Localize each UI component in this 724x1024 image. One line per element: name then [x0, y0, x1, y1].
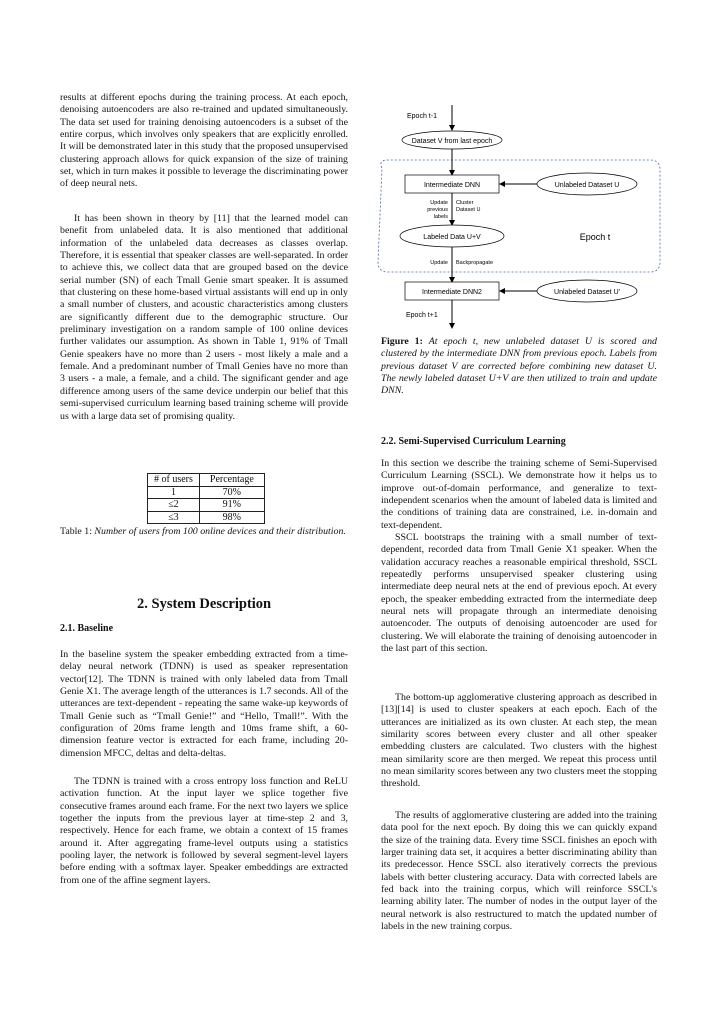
section-title: 2. System Description	[137, 596, 272, 612]
node-label: Unlabeled Dataset U	[554, 182, 620, 189]
caption-label: Figure 1:	[381, 336, 423, 347]
figure-1-diagram	[370, 90, 670, 330]
paragraph-text: It has been shown in theory by [11] that the learned model can benefit from unlabeled data. It is also mentioned that additional information of the unlabeled data decreases as classes overlap. Therefore, it is essential that speaker classes are well-separated. In order to achieve this, we collect data that are grouped based on the device serial number (SN) of each Tmall Genie smart speaker. It is assumed that clustering on these home-based virtual assistants will end up in only a small number of clusters, and acoustic characteristics among clusters are significantly different due to the demographic structure. Our preliminary investigation on a random sample of 100 online devices further validates our assumption. As shown in Table 1, 91% of Tmall Genie speakers have no more than 2 users - most likely a male and a female. And a predominant number of Tmall Genies have no more than 3 users - a male, a female, and a child. The significant gender and age difference among users of the same device underpin our belief that this semi-supervised curriculum learning based training scheme will provide us with a large data set of promising quality.	[60, 213, 348, 422]
paragraph-text: results at different epochs during the training process. At each epoch, denoising autoencoders are also re-trained and updated simultaneously. The data set used for training denoising autoencoders is a subset of the entire corpus, which involves only speakers that are explicitly enrolled. It will be demonstrated later in this study that the proposed unsupervised clustering approach allows for quick expansion of the size of training set, which in turn makes it possible to leverage the discriminating power of deep neural nets.	[60, 92, 348, 190]
epoch-next-label: Epoch t+1	[406, 312, 438, 319]
paragraph-text: The TDNN is trained with a cross entropy loss function and ReLU activation function. At the input layer we splice together five consecutive frames around each frame. For the next two layers we splice together the inputs from the previous layer at time-step 2 and 3, respectively. Hence for each frame, we obtain a context of 15 frames around it. After aggregating frame-level outputs using a statistics pooling layer, the network is followed by several segment-level layers before ending with a softmax layer. Speaker embeddings are extracted from one of the affine segment layers.	[60, 776, 348, 886]
table-header: Percentage	[199, 474, 264, 487]
node-label: Intermediate DNN	[423, 182, 481, 189]
table-cell: 98%	[199, 511, 264, 524]
users-table	[147, 473, 265, 524]
left-paragraph-3	[60, 649, 348, 760]
right-paragraph-4	[381, 810, 657, 933]
node-label: Labeled Data U+V	[423, 234, 481, 241]
paragraph-text: The results of agglomerative clustering are added into the training data pool for the next epoch. By doing this we can quickly expand the size of the training data. Every time SSCL finishes an epoch with larger training data set, it acquires a better discriminating ability than its predecessor. Hence SSCL also iteratively corrects the previous labels with better clustering accuracy. Data with corrected labels are fed back into the training corpus, which will reinforce SSCL's learning ability later. The number of nodes in the output layer of the neural network is also restructured to match the updated number of labels in the new training corpus.	[381, 810, 657, 933]
table-row	[148, 486, 265, 499]
subsection-title: 2.1. Baseline	[60, 623, 114, 634]
paragraph-text: SSCL bootstraps the training with a small number of text-dependent, recorded data from Tmall Genie X1 speaker. When the validation accuracy reaches a reasonable empirical threshold, SSCL repeatedly performs unsupervised speaker clustering using intermediate deep neural nets at the end of previous epoch. At every epoch, the speaker embedding extracted from the intermediate deep neural nets will propagate through an intermediate denoising autoencoder. The outputs of denoising autoencoder are used for clustering. We will elaborate the training of denoising autoencoder in the last part of this section.	[381, 532, 657, 655]
node-label: Dataset V from last epoch	[411, 138, 493, 145]
node-label: Unlabeled Dataset U'	[554, 289, 620, 296]
table-row	[148, 511, 265, 524]
right-paragraph-1	[381, 458, 657, 532]
paragraph-text: The bottom-up agglomerative clustering approach as described in [13][14] is used to cluster speakers at each epoch. Each of the utterances are initialized as its own cluster. At each step, the mean similarity scores between every cluster and all other speaker embedding clusters are calculated. Two clusters with the highest mean similarity score are then merged. We repeat this process until no mean similarity scores between any two clusters meet the stopping threshold.	[381, 692, 657, 790]
figure-caption	[381, 336, 657, 398]
table-cell: ≤2	[148, 499, 200, 512]
subsection-title: 2.2. Semi-Supervised Curriculum Learning	[381, 436, 566, 447]
table-cell: 70%	[199, 486, 264, 499]
left-paragraph-4	[60, 776, 348, 887]
table-cell: 91%	[199, 499, 264, 512]
node-label: Intermediate DNN2	[422, 289, 482, 296]
caption-text: At epoch t, new unlabeled dataset U is scored and clustered by the intermediate DNN from previous epoch. Labels from previous dataset V are corrected before combining new dataset U. The newly labeled dataset U+V are then utilized to train and update DNN.	[381, 336, 657, 397]
table-header: # of users	[148, 474, 200, 487]
left-paragraph-2	[60, 213, 348, 423]
caption-text: Number of users from 100 online devices and their distribution.	[94, 526, 346, 537]
left-paragraph-1	[60, 92, 348, 191]
right-paragraph-2	[381, 532, 657, 655]
right-paragraph-3	[381, 692, 657, 791]
epoch-t-label: Epoch t	[579, 232, 611, 242]
table-header-row	[148, 474, 265, 487]
cluster-u-label: Cluster Dataset U	[456, 200, 481, 213]
paragraph-text: In this section we describe the training scheme of Semi-Supervised Curriculum Learning (SSCL). We demonstrate how it helps us to improve out-of-domain performance, and generalize to text-independent scenarios when the amount of labeled data is limited and the conditions of training data are constrained, i.e. in-domain and text-dependent.	[381, 458, 657, 531]
table-caption	[60, 526, 348, 538]
update-prev-label: Update previous labels	[427, 200, 448, 220]
update-label: Update	[430, 260, 448, 266]
paragraph-text: In the baseline system the speaker embedding extracted from a time-delay neural network (TDNN) is used as speaker representation vector[12]. The TDNN is trained with only labeled data from Tmall Genie X1. The average length of the utterances is 1.7 seconds. All of the utterances are text-dependent - repeating the same wake-up keywords of Tmall Genie such as “Tmall Genie!” and “Hello, Tmall!”. With the configuration of 20ms frame length and 10ms frame shift, a 60-dimension feature vector is extracted for each frame, including 20-dimension MFCC, deltas and delta-deltas.	[60, 649, 348, 759]
epoch-prev-label: Epoch t-1	[407, 113, 437, 120]
table-cell: 1	[148, 486, 200, 499]
backprop-label: Backpropagate	[456, 260, 493, 266]
table-cell: ≤3	[148, 511, 200, 524]
caption-label: Table 1:	[60, 526, 92, 537]
table-row	[148, 499, 265, 512]
